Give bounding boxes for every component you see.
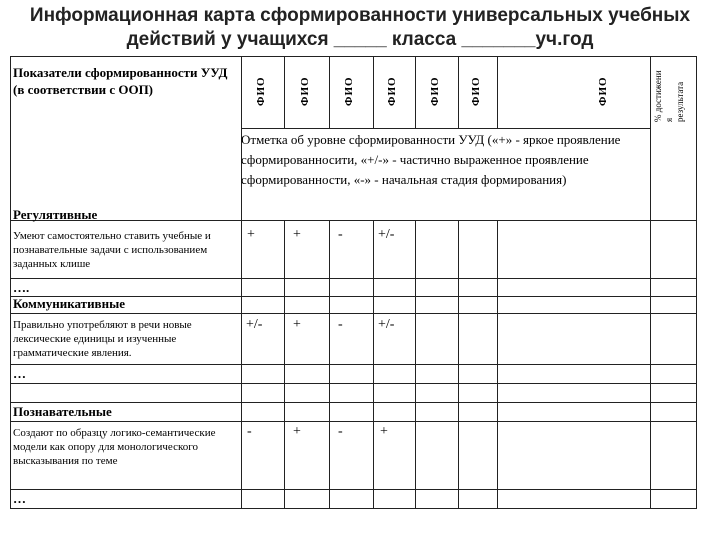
communicative-mark-4: +/- [378, 317, 395, 332]
regulatory-mark-1: + [247, 227, 255, 242]
indicators-header: Показатели сформированности УУД (в соответствии с ООП) [13, 65, 228, 97]
communicative-mark-2: + [293, 317, 301, 332]
fio-column-4: ФИО [386, 76, 398, 106]
title-line-1: Информационная карта сформированности универсальных учебных [29, 5, 691, 26]
percent-header-line-2: я [664, 117, 674, 122]
communicative-ellipsis: … [13, 366, 26, 381]
title-line-2: действий у учащихся _____ класса _______уч.год [126, 29, 594, 50]
section-cognitive-title: Познавательные [13, 404, 112, 419]
regulatory-mark-2: + [293, 227, 301, 242]
communicative-mark-3: - [338, 317, 343, 332]
section-regulatory-description: Умеют самостоятельно ставить учебные и познавательные задачи с использованием заданных клише [13, 230, 211, 270]
regulatory-mark-3: - [338, 227, 343, 242]
cognitive-mark-2: + [293, 424, 301, 439]
fio-column-3: ФИО [343, 76, 355, 106]
fio-column-6: ФИО [470, 76, 482, 106]
fio-column-7: ФИО [597, 76, 609, 106]
regulatory-ellipsis: …. [13, 280, 30, 295]
level-legend: Отметка об уровне сформированности УУД («+» - яркое проявление сформированносити, «+/-» - частично выраженное проявление сформированности, «-» - начальная стадия формирования) [241, 132, 621, 187]
section-communicative-title: Коммуникативные [13, 296, 125, 311]
fio-column-5: ФИО [429, 76, 441, 106]
cognitive-mark-3: - [338, 424, 343, 439]
fio-column-2: ФИО [299, 76, 311, 106]
communicative-mark-1: +/- [246, 317, 263, 332]
cognitive-mark-4: + [380, 424, 388, 439]
percent-header-line-3: результата [675, 81, 685, 122]
cognitive-mark-1: - [247, 424, 252, 439]
fio-column-1: ФИО [255, 76, 267, 106]
section-communicative-description: Правильно употребляют в речи новые лексические единицы и изученные грамматические явления. [13, 319, 192, 359]
section-regulatory-title: Регулятивные [13, 207, 98, 222]
percent-header-line-1: % достижени [653, 70, 663, 122]
regulatory-mark-4: +/- [378, 227, 395, 242]
section-cognitive-description: Создают по образцу логико-семантические модели как опору для монологического высказывания по теме [13, 427, 216, 467]
cognitive-ellipsis: … [13, 491, 26, 506]
